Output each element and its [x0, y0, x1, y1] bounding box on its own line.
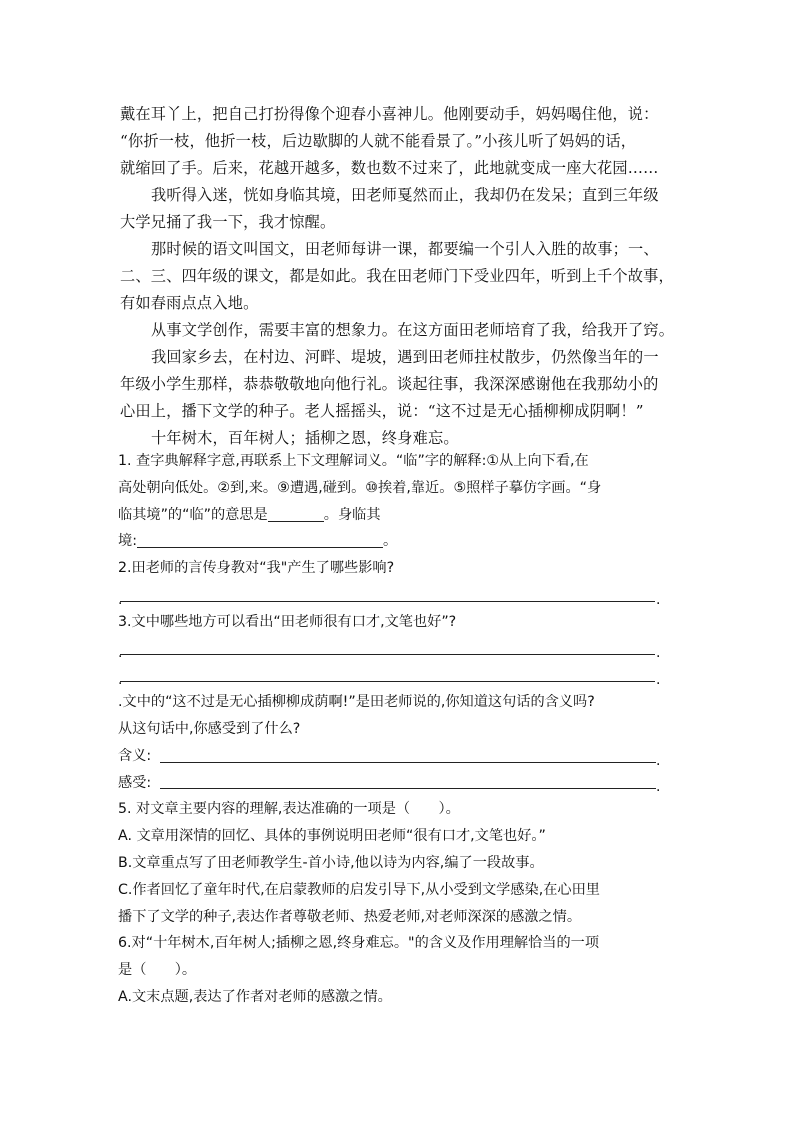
answer-rule	[160, 788, 656, 789]
question-1-blank-line	[118, 528, 678, 555]
meaning-answer-line[interactable]	[118, 743, 678, 770]
passage-line: “你折一枝，他折一枝，后边歇脚的人就不能看景了。”小孩儿听了妈妈的话，	[120, 132, 637, 150]
question-1-text: 1. 查字典解释字意,再联系上下文理解词义。“临”字的解释:①从上向下看,在	[118, 453, 589, 469]
answer-line[interactable]	[118, 662, 678, 689]
question-4-text: .文中的“这不过是无心插柳柳成荫啊!”是田老师说的,你知道这句话的含义吗?	[118, 694, 595, 711]
passage-line: 心田上，播下文学的种子。老人摇摇头，说：“这不过是无心插柳柳成阴啊！”	[120, 402, 644, 420]
question-5-text: 5. 对文章主要内容的理解,表达准确的一项是（ ）。	[118, 801, 460, 818]
passage-line: 我回家乡去，在村边、河畔、堤坡，遇到田老师拄杖散步，仍然像当年的一	[151, 348, 659, 366]
question-section	[118, 448, 678, 1011]
line-end-dot: .	[656, 645, 661, 662]
question-1-text: 。	[382, 533, 398, 550]
line-end-dot: .	[656, 591, 661, 608]
line-dot: .	[118, 645, 123, 662]
question-6-option-a[interactable]: A.文末点题,表达了作者对老师的感激之情。	[118, 988, 392, 1005]
line-end-dot: .	[656, 672, 661, 689]
question-5-option-c[interactable]: 播下了文学的种子,表达作者尊敬老师、热爱老师,对老师深深的感激之情。	[118, 908, 582, 925]
passage-line: 从事文学创作，需要丰富的想象力。在这方面田老师培育了我，给我开了窍。	[151, 321, 675, 339]
passage-line: 二、三、四年级的课文，都是如此。我在田老师门下受业四年，听到上千个故事，	[120, 267, 674, 285]
passage-line: 就缩回了手。后来，花越开越多，数也数不过来了，此地就变成一座大花园……	[120, 159, 659, 177]
question-1-text: 高处朝向低处。②到,来。⑨遭遇,碰到。⑩挨着,靠近。⑤照样子摹仿字画。“身	[118, 479, 602, 496]
answer-line[interactable]	[118, 582, 678, 609]
question-4-text: 从这句话中,你感受到了什么?	[118, 720, 301, 737]
answer-rule	[120, 681, 655, 682]
passage-line: 戴在耳丫上，把自己打扮得像个迎春小喜神儿。他刚要动手，妈妈喝住他，说：	[120, 105, 659, 123]
answer-line[interactable]	[118, 636, 678, 663]
question-6-text: 6.对“十年树木,百年树人;插柳之恩,终身难忘。"的含义及作用理解恰当的一项	[118, 935, 600, 952]
passage-line: 我听得入迷，恍如身临其境，田老师戛然而止，我却仍在发呆；直到三年级	[151, 186, 659, 204]
meaning-label: 含义:	[118, 747, 152, 764]
line-dot: .	[118, 591, 123, 608]
question-5-option-c[interactable]: C.作者回忆了童年时代,在启蒙教师的启发引导下,从小受到文学感染,在心田里	[118, 881, 600, 898]
passage-line: 年级小学生那样，恭恭敬敬地向他行礼。谈起往事，我深深感谢他在我那幼小的	[120, 375, 659, 393]
question-1-text: 。身临其	[323, 506, 381, 523]
question-6-text: 是（ ）。	[118, 962, 197, 979]
question-2-text: 2.田老师的言传身教对“我"产生了哪些影响?	[118, 560, 395, 577]
feeling-label: 感受:	[118, 774, 152, 791]
line-end-dot: .	[656, 779, 661, 796]
answer-blank-meaning[interactable]	[268, 505, 324, 522]
passage-line: 那时候的语文叫国文，田老师每讲一课，都要编一个引人入胜的故事；一、	[151, 240, 659, 258]
line-end-dot: .	[656, 752, 661, 769]
answer-blank-idiom[interactable]	[137, 531, 383, 548]
question-1-text: 境:	[118, 533, 137, 550]
answer-rule	[160, 762, 656, 763]
question-5-option-b[interactable]: B.文章重点写了田老师教学生-首小诗,他以诗为内容,编了一段故事。	[118, 854, 544, 871]
reading-passage	[120, 101, 680, 452]
answer-rule	[120, 601, 655, 602]
question-1-text: 临其境”的“临”的意思是	[118, 506, 268, 523]
line-dot: .	[118, 672, 123, 689]
question-3-text: 3.文中哪些地方可以看出“田老师很有口才,文笔也好”?	[118, 613, 457, 630]
passage-line: 有如春雨点点入地。	[120, 294, 259, 312]
passage-line: 十年树木，百年树人；插柳之恩，终身难忘。	[151, 429, 459, 447]
question-1-blank-line	[118, 502, 678, 529]
passage-line: 大学兄捅了我一下，我才惊醒。	[120, 213, 336, 231]
feeling-answer-line[interactable]	[118, 770, 678, 797]
answer-rule	[120, 654, 655, 655]
question-5-option-a[interactable]: A. 文章用深情的回忆、具体的事例说明田老师“很有口才,文笔也好。”	[118, 828, 546, 845]
